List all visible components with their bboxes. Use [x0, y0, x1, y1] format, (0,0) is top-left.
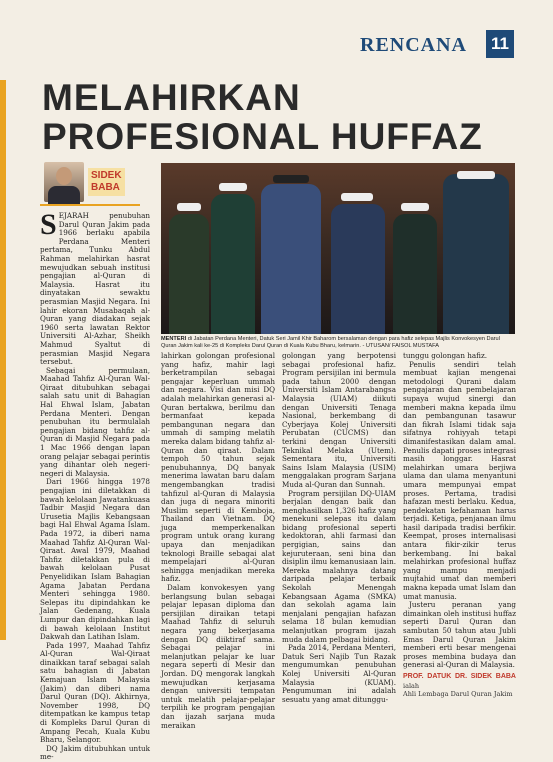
author-box — [40, 162, 140, 206]
byline-suffix: ialah — [403, 681, 420, 690]
col4-p1: tunggu golongan hafiz. — [403, 351, 488, 360]
headline-line2: PROFESIONAL HUFFAZ — [42, 116, 483, 157]
author-byline: PROF. DATUK DR. SIDEK BABA — [403, 672, 516, 680]
article-column-3 — [282, 351, 396, 704]
author-name — [88, 168, 125, 196]
caption-text: di Jabatan Perdana Menteri, Datuk Seri Jamil Khir Baharom bersalaman dengan para hafiz selepas Majlis Konvokesyen Darul Quran Jakim kali ke-25 di Kompleks Darul Quran di Kuala Kubu Bharu, kelmarin. - UTUSAN/ FAISOL MUSTAFA — [161, 336, 500, 349]
author-avatar — [44, 162, 84, 202]
col3-p2: Program persijilan DQ-UIAM berjalan dengan baik dan menghasilkan 1,326 hafiz yang menekuni selepas itu dalam bidang profesional seperti kedoktoran, ahli farmasi dan pergigian, sains dan kejuruteraan, seni bina dan disiplin ilmu kemanusiaan lain. Mereka malahnya datang daripada pelajar terbaik Sekolah Menengah Kebangsaan Agama (SMKA) dan sekolah agama lain menjalani pengajian hafazan selama 18 bulan kemudian melanjutkan program ijazah muda dalam pelbagai bidang. — [282, 488, 396, 644]
col1-p5: DQ Jakim ditubuhkan untuk me- — [40, 743, 150, 762]
caption-bold: MENTERI — [161, 336, 187, 342]
col1-p1: EJARAH penubuhan Darul Quran Jakim pada 1966 berlaku apabila Perdana Menteri pertama, Tunku Abdul Rahman melahirkan hasrat mewujudkan sebuah institusi pengajian al-Quran di Malaysia. Hasrat itu dinyatakan sewaktu perasmian Masjid Negara. Ini lahir ekoran Musabaqah al-Quran yang diadakan sejak 1960 serta lawatan Rektor Universiti Al-Azhar, Sheikh Mahmud Syaltut di perasmian Masjid Negara tersebut. — [40, 211, 150, 367]
headline-line1: MELAHIRKAN — [42, 77, 301, 118]
col4-p2: Penulis sendiri telah membuat kajian mengenai metodologi Qurani dalam pengajaran dan pembelajaran supaya wujud sinergi dan memberi makna kepada ilmu dan pembangunan tasawur dan fikrah Islami tidak saja sifatnya rohiyyah tetapi dimanifestasikan dalam amal. Penulis dapati proses integrasi masih longgar. Hasrat melahirkan umara berjiwa ulama dan ulama menyantuni umara mempunyai empat proses. Pertama, tradisi hafazan mesti berlaku. Kedua, pendekatan kefahaman harus terjadi. Ketiga, penjanaan ilmu hasil daripada tradisi berfikir. Keempat, proses internalisasi antara fikir-zikir terus berkembang. Ini bakal melahirkan profesional huffaz yang mampu menjadi mujtahid umat dan memberi makna kepada umat Islam dan umat manusia. — [403, 359, 516, 601]
photo-caption — [161, 336, 516, 350]
col3-p1: golongan yang berpotensi sebagai profesional hafiz. Program persijilan ini bermula pada tahun 2000 dengan Universiti Islam Antarabangsa Malaysia (UIAM) diikuti dengan Universiti Tenaga Nasional, berkembang di Cyberjaya Kolej Universiti Perubatan (CUCMS) dan terkini dengan Universiti Teknikal Melaka (Utem). Sementara itu, Universiti Sains Islam Malaysia (USIM) menggalakan program Sarjana Muda al-Quran dan Sunnah. — [282, 351, 396, 489]
left-accent-bar — [0, 80, 6, 640]
col3-p3: Pada 2014, Perdana Menteri, Datuk Seri Najib Tun Razak mengumumkan penubuhan Kolej Universiti Al-Quran Malaysia (KUAM). Pengumuman ini adalah sesuatu yang amat ditunggu- — [282, 643, 396, 704]
col2-p1: lahirkan golongan profesional yang hafiz, mahir lagi berketrampilan sebagai pengajar keperluan ummah dan negara. Visi dan misi DQ adalah melahirkan generasi al-Quran bertakwa, berilmu dan bermanfaat kepada pembangunan negara dan ummah di samping melatih mereka dalam bidang tahfiz al-Quran dan qiraat. Dalam tempoh 50 tahun sejak penubuhannya, DQ banyak menerima lawatan baru dalam mengembangkan tradisi tahfizul al-Quran di Malaysia dan juga di negara minoriti Muslim seperti di Kemboja, Thailand dan Vietnam. DQ juga memperkenalkan program untuk orang kurang upaya dan menjadikan teknologi Braille sebagai alat mempelajari al-Quran sehingga menjadikan mereka hafiz. — [161, 351, 275, 584]
section-tag: RENCANA — [360, 34, 467, 56]
col1-p4: Pada 1997, Maahad Tahfiz Al-Quran Wal-Qiraat dinaikkan taraf sebagai salah satu bahagian di Jabatan Kemajuan Islam Malaysia (Jakim) dan diberi nama Darul Quran (DQ). Akhirnya, November 1998, DQ ditempatkan ke kampus tetap di Kompleks Darul Quran di Ampang Pecah, Kuala Kubu Bharu, Selangor. — [40, 640, 150, 745]
col2-p2: Dalam konvokesyen yang berlangsung bulan sebagai pelajar lepasan diploma dan persijilan diraikan tetapi Maahad Tahfiz di seluruh negara yang bekerjasama dengan DQ diiktiraf sama. Sebagai pelajar ini melanjutkan pelajar ke luar negara seperti di Mesir dan Jordan. DQ mengorak langkah mewujudkan kerjasama dengan universiti tempatan untuk melatih pelajar-pelajar terpilih ke program pengajian dan ijazah sarjana muda meraikan — [161, 583, 275, 730]
article-column-4 — [403, 351, 516, 699]
author-role: Ahli Lembaga Darul Quran Jakim — [403, 690, 513, 699]
col4-p3: Justeru peranan yang dimainkan oleh institusi huffaz seperti Darul Quran dan sambutan 50 tahun atau Jubli Emas Darul Quran Jakim memberi erti besar mengenai proses membina budaya dan generasi al-Quran di Malaysia. — [403, 600, 516, 670]
author-name-line1: SIDEK — [91, 170, 122, 181]
article-column-2 — [161, 351, 275, 730]
headline — [42, 78, 512, 156]
col1-p3: Dari 1966 hingga 1978 pengajian ini diletakkan di bawah kelolaan Jawatankuasa Tadbir Masjid Negara dan Urusetia Majlis Kebangsaan bagi Hal Ehwal Agama Islam. Pada 1972, ia diberi nama Maahad Tahfiz Al-Quran Wal-Qiraat. Awal 1979, Maahad Tahfiz diletakkan pula di bawah kelolaan Pusat Penyelidikan Islam Bahagian Agama Jabatan Perdana Menteri sehingga 1980. Selepas itu dipindahkan ke Jalan Gedenang, Kuala Lumpur dan dipindahkan lagi di bawah kelolaan Institut Dakwah dan Latihan Islam. — [40, 477, 150, 642]
news-photo — [161, 163, 515, 334]
article-column-1 — [40, 208, 150, 762]
page-number: 11 — [486, 30, 514, 58]
dropcap: S — [40, 208, 57, 241]
author-name-line2: BABA — [91, 182, 120, 193]
col1-p2: Sebagai permulaan, Maahad Tahfiz Al-Quran Wal-Qiraat ditubuhkan sebagai salah satu unit di Bahagian Hal Ehwal Islam, Jabatan Perdana Menteri. Dengan penubuhan itu bermulalah pengajian bidang tahfiz al-Quran di Masjid Negara pada 1 Mac 1966 dengan lapan orang pelajar sebagai perintis yang dihantar oleh negeri-negeri di Malaysia. — [40, 365, 150, 478]
